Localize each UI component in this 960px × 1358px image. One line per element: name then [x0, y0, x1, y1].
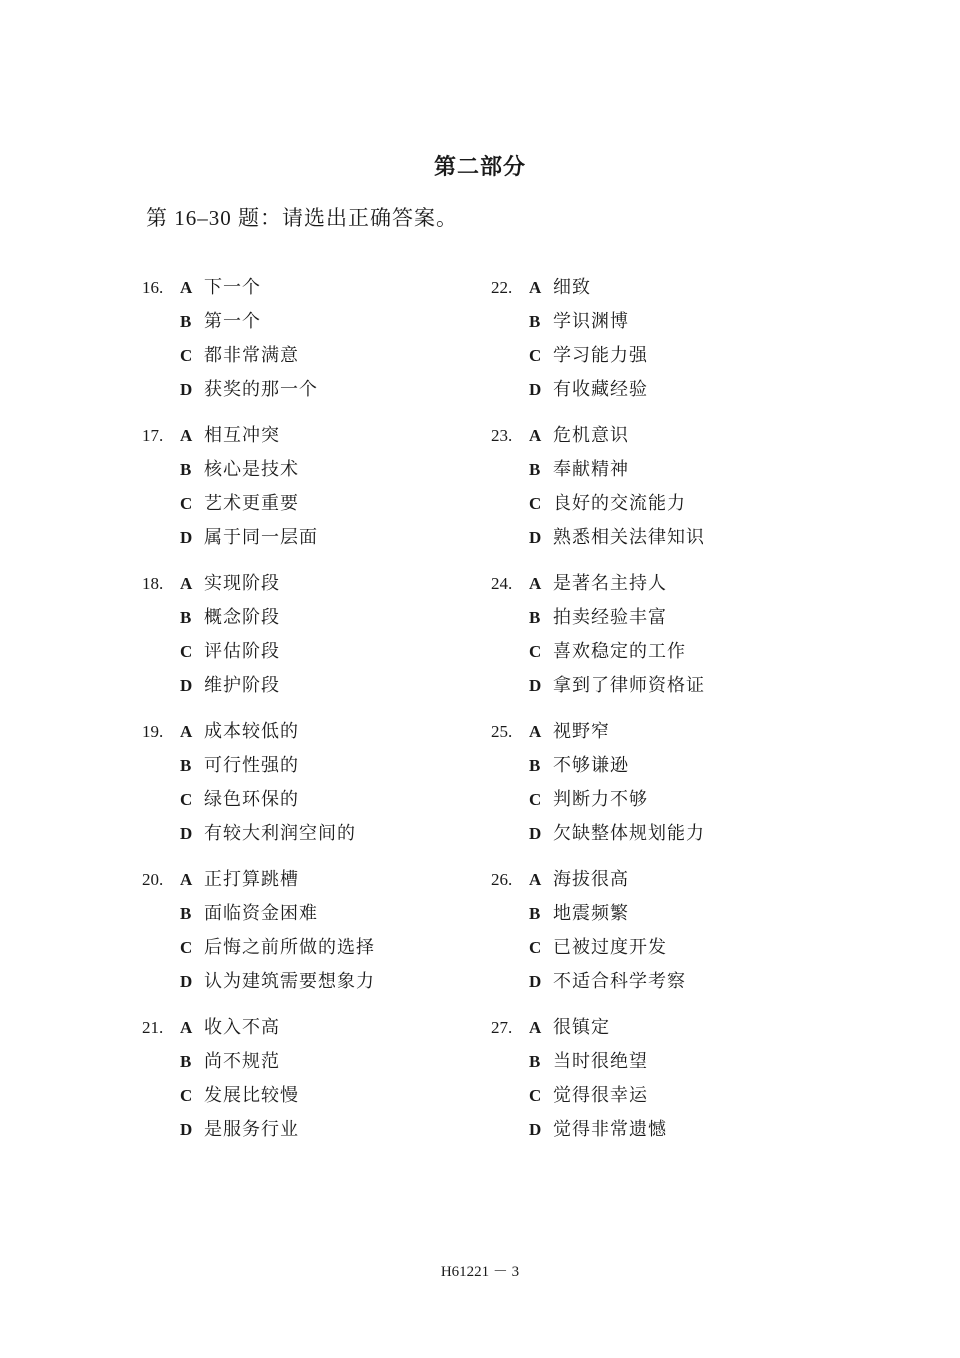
question-item — [491, 274, 831, 422]
answer-option — [180, 422, 280, 450]
question-item — [491, 422, 831, 570]
question-number: 27. — [491, 1018, 513, 1037]
question-number: 21. — [142, 1018, 164, 1037]
option-letter: D — [529, 824, 542, 843]
option-text: 觉得非常遗憾 — [553, 1119, 667, 1140]
answer-option — [180, 1116, 299, 1144]
option-letter: A — [529, 426, 542, 445]
option-letter: A — [180, 870, 193, 889]
option-letter: A — [529, 1018, 542, 1037]
option-text: 核心是技术 — [204, 459, 299, 480]
answer-option — [529, 342, 648, 370]
option-text: 艺术更重要 — [204, 493, 299, 514]
answer-option — [180, 820, 356, 848]
option-letter: C — [529, 1086, 542, 1105]
option-text: 绿色环保的 — [204, 789, 299, 810]
option-text: 欠缺整体规划能力 — [553, 823, 705, 844]
option-text: 评估阶段 — [204, 641, 280, 662]
option-text: 不够谦逊 — [553, 755, 629, 776]
answer-option — [180, 968, 375, 996]
answer-option — [180, 524, 318, 552]
option-letter: D — [180, 676, 193, 695]
option-letter: A — [529, 722, 542, 741]
option-letter: B — [180, 756, 192, 775]
option-text: 视野窄 — [553, 721, 610, 742]
option-text: 认为建筑需要想象力 — [204, 971, 375, 992]
answer-option — [180, 866, 299, 894]
answer-option — [180, 1082, 299, 1110]
answer-option — [529, 524, 705, 552]
option-text: 良好的交流能力 — [553, 493, 686, 514]
option-letter: B — [180, 312, 192, 331]
option-text: 危机意识 — [553, 425, 629, 446]
answer-option — [180, 718, 299, 746]
answer-option — [180, 900, 318, 928]
option-text: 正打算跳槽 — [204, 869, 299, 890]
answer-option — [529, 1082, 648, 1110]
option-text: 拿到了律师资格证 — [553, 675, 705, 696]
option-letter: A — [180, 722, 193, 741]
answer-option — [529, 604, 667, 632]
answer-option — [180, 456, 299, 484]
option-letter: A — [529, 574, 542, 593]
answer-option — [529, 900, 629, 928]
option-letter: D — [180, 380, 193, 399]
option-letter: A — [180, 426, 193, 445]
option-letter: D — [529, 972, 542, 991]
option-text: 是服务行业 — [204, 1119, 299, 1140]
option-letter: C — [529, 346, 542, 365]
question-number: 22. — [491, 278, 513, 297]
answer-option — [529, 934, 667, 962]
option-letter: D — [529, 380, 542, 399]
answer-option — [529, 422, 629, 450]
question-item — [142, 570, 482, 718]
option-text: 地震频繁 — [553, 903, 629, 924]
answer-option — [529, 1048, 648, 1076]
option-letter: B — [180, 608, 192, 627]
answer-option — [529, 820, 705, 848]
option-text: 当时很绝望 — [553, 1051, 648, 1072]
option-letter: B — [529, 460, 541, 479]
option-text: 收入不高 — [204, 1017, 280, 1038]
answer-option — [529, 308, 629, 336]
answer-option — [180, 308, 261, 336]
answer-option — [180, 638, 280, 666]
answer-option — [529, 718, 610, 746]
answer-option — [180, 274, 261, 302]
answer-option — [180, 570, 280, 598]
option-letter: B — [180, 1052, 192, 1071]
question-number: 17. — [142, 426, 164, 445]
option-letter: A — [180, 1018, 193, 1037]
option-text: 已被过度开发 — [553, 937, 667, 958]
answer-option — [529, 274, 591, 302]
answer-option — [529, 490, 686, 518]
answer-option — [180, 1014, 280, 1042]
option-text: 熟悉相关法律知识 — [553, 527, 705, 548]
option-text: 尚不规范 — [204, 1051, 280, 1072]
option-text: 觉得很幸运 — [553, 1085, 648, 1106]
question-item — [491, 718, 831, 866]
answer-option — [529, 570, 667, 598]
option-text: 都非常满意 — [204, 345, 299, 366]
question-item — [142, 866, 482, 1014]
answer-option — [529, 456, 629, 484]
option-text: 很镇定 — [553, 1017, 610, 1038]
option-text: 不适合科学考察 — [553, 971, 686, 992]
option-text: 判断力不够 — [553, 789, 648, 810]
question-number: 16. — [142, 278, 164, 297]
option-text: 奉献精神 — [553, 459, 629, 480]
option-text: 有收藏经验 — [553, 379, 648, 400]
option-letter: C — [180, 790, 193, 809]
option-letter: A — [529, 278, 542, 297]
option-letter: D — [180, 528, 193, 547]
question-item — [142, 1014, 482, 1162]
question-number: 20. — [142, 870, 164, 889]
option-letter: C — [529, 938, 542, 957]
option-letter: A — [180, 278, 193, 297]
option-letter: C — [529, 494, 542, 513]
option-text: 学识渊博 — [553, 311, 629, 332]
option-text: 下一个 — [204, 277, 261, 298]
answer-option — [180, 490, 299, 518]
question-number: 19. — [142, 722, 164, 741]
option-text: 概念阶段 — [204, 607, 280, 628]
question-item — [491, 1014, 831, 1162]
option-text: 细致 — [553, 277, 591, 298]
option-letter: B — [529, 608, 541, 627]
question-number: 24. — [491, 574, 513, 593]
answer-option — [529, 752, 629, 780]
answer-option — [529, 672, 705, 700]
option-letter: C — [529, 642, 542, 661]
option-text: 面临资金困难 — [204, 903, 318, 924]
option-letter: C — [180, 494, 193, 513]
question-item — [142, 422, 482, 570]
option-letter: D — [180, 1120, 193, 1139]
option-text: 成本较低的 — [204, 721, 299, 742]
option-text: 学习能力强 — [553, 345, 648, 366]
option-letter: C — [529, 790, 542, 809]
option-letter: B — [529, 312, 541, 331]
option-text: 喜欢稳定的工作 — [553, 641, 686, 662]
question-number: 25. — [491, 722, 513, 741]
answer-option — [180, 752, 299, 780]
option-letter: B — [529, 1052, 541, 1071]
answer-option — [180, 672, 280, 700]
question-item — [491, 866, 831, 1014]
option-text: 实现阶段 — [204, 573, 280, 594]
option-letter: D — [180, 972, 193, 991]
question-number: 23. — [491, 426, 513, 445]
question-number: 26. — [491, 870, 513, 889]
answer-option — [529, 638, 686, 666]
option-letter: D — [529, 1120, 542, 1139]
option-letter: C — [180, 938, 193, 957]
answer-option — [529, 1014, 610, 1042]
answer-option — [529, 968, 686, 996]
option-letter: D — [529, 676, 542, 695]
answer-option — [180, 604, 280, 632]
answer-option — [180, 1048, 280, 1076]
option-letter: C — [180, 346, 193, 365]
question-item — [142, 718, 482, 866]
answer-option — [180, 342, 299, 370]
option-text: 拍卖经验丰富 — [553, 607, 667, 628]
answer-option — [180, 934, 375, 962]
option-text: 相互冲突 — [204, 425, 280, 446]
answer-option — [529, 376, 648, 404]
instructions: 第 16–30 题：请选出正确答案。 — [146, 206, 458, 230]
question-column-right — [491, 274, 831, 1162]
option-letter: C — [180, 1086, 193, 1105]
answer-option — [180, 376, 318, 404]
option-letter: B — [180, 460, 192, 479]
option-letter: A — [180, 574, 193, 593]
question-item — [491, 570, 831, 718]
section-title: 第二部分 — [433, 155, 526, 180]
option-letter: C — [180, 642, 193, 661]
option-text: 是著名主持人 — [553, 573, 667, 594]
answer-option — [180, 786, 299, 814]
question-item — [142, 274, 482, 422]
option-letter: B — [529, 904, 541, 923]
option-text: 有较大利润空间的 — [204, 823, 356, 844]
option-text: 第一个 — [204, 311, 261, 332]
option-text: 可行性强的 — [204, 755, 299, 776]
option-text: 发展比较慢 — [204, 1085, 299, 1106]
option-letter: D — [529, 528, 542, 547]
answer-option — [529, 1116, 667, 1144]
answer-option — [529, 786, 648, 814]
option-letter: B — [180, 904, 192, 923]
option-text: 海拔很高 — [553, 869, 629, 890]
question-number: 18. — [142, 574, 164, 593]
question-column-left — [142, 274, 482, 1162]
option-letter: A — [529, 870, 542, 889]
option-text: 属于同一层面 — [204, 527, 318, 548]
option-letter: B — [529, 756, 541, 775]
option-text: 后悔之前所做的选择 — [204, 937, 375, 958]
page-footer: H61221 － 3 — [440, 1264, 520, 1280]
option-text: 维护阶段 — [204, 675, 280, 696]
answer-option — [529, 866, 629, 894]
option-text: 获奖的那一个 — [204, 379, 318, 400]
option-letter: D — [180, 824, 193, 843]
